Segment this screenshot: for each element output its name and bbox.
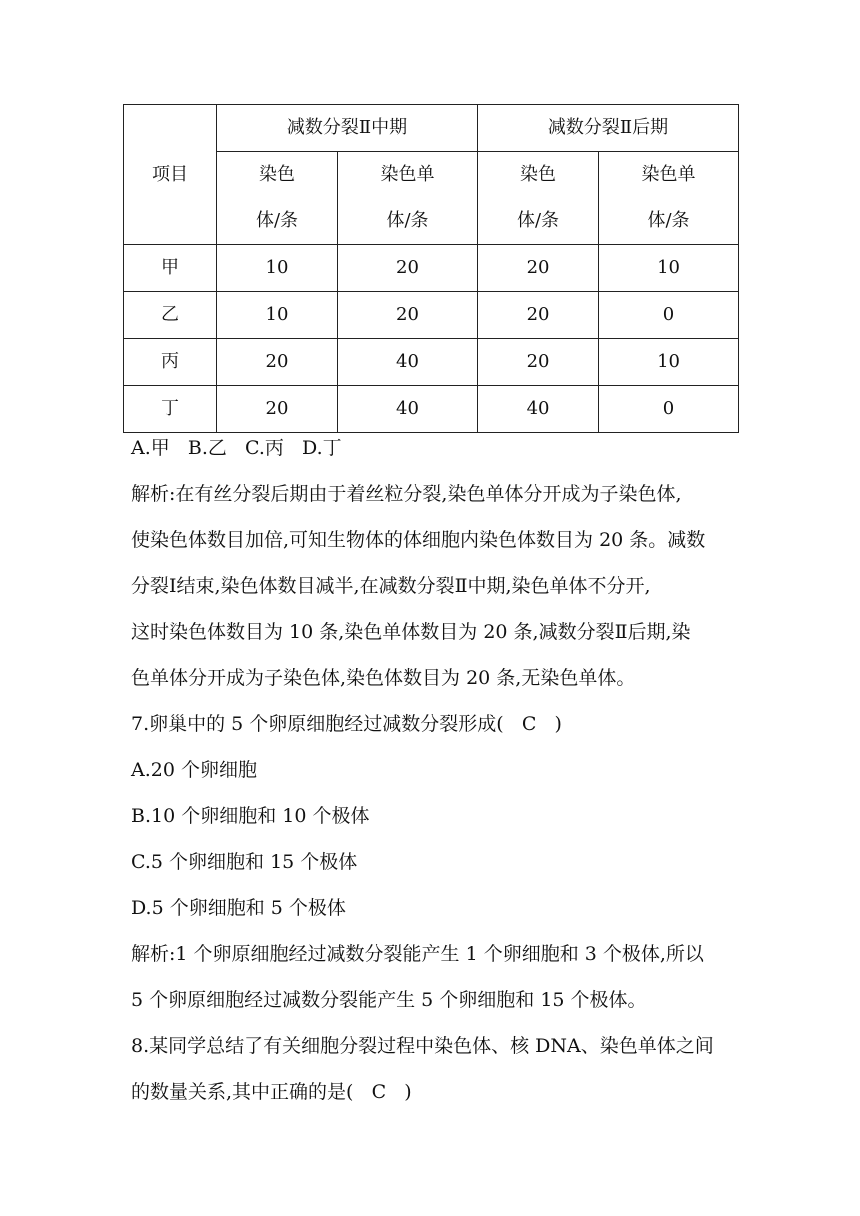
table-cell: 20 (478, 245, 599, 292)
table-cell: 20 (217, 339, 338, 386)
q7-option-c: C.5 个卵细胞和 15 个极体 (131, 851, 358, 873)
sub-chromatid-1a: 染色单 (338, 152, 478, 199)
data-table-container (123, 104, 738, 433)
table-cell: 0 (599, 386, 739, 433)
table-cell: 20 (478, 339, 599, 386)
sub-chromatid-2b: 体/条 (599, 198, 739, 245)
table-cell: 40 (478, 386, 599, 433)
question-content (131, 425, 741, 1115)
sub-chromosome-2a: 染色 (478, 152, 599, 199)
q7-option-d: D.5 个卵细胞和 5 个极体 (131, 897, 346, 919)
header-item-cell: 项目 (124, 105, 217, 245)
q7-analysis-line: 解析:1 个卵原细胞经过减数分裂能产生 1 个卵细胞和 3 个极体,所以 (131, 943, 704, 965)
q7-option-a: A.20 个卵细胞 (131, 759, 257, 781)
sub-chromosome-1a: 染色 (217, 152, 338, 199)
table-cell: 20 (478, 292, 599, 339)
row-label: 丁 (124, 386, 217, 433)
table-cell: 10 (217, 292, 338, 339)
header-metaphase-ii: 减数分裂Ⅱ中期 (217, 105, 478, 152)
table-cell: 10 (217, 245, 338, 292)
header-anaphase-ii: 减数分裂Ⅱ后期 (478, 105, 739, 152)
q6-analysis-line: 色单体分开成为子染色体,染色体数目为 20 条,无染色单体。 (131, 667, 636, 689)
q6-analysis-line: 使染色体数目加倍,可知生物体的体细胞内染色体数目为 20 条。减数 (131, 529, 706, 551)
table-cell: 0 (599, 292, 739, 339)
table-row (124, 292, 739, 339)
sub-chromatid-2a: 染色单 (599, 152, 739, 199)
row-label: 乙 (124, 292, 217, 339)
q6-analysis-line: 解析:在有丝分裂后期由于着丝粒分裂,染色单体分开成为子染色体, (131, 483, 682, 505)
table-cell: 20 (338, 292, 478, 339)
q6-analysis-line: 这时染色体数目为 10 条,染色单体数目为 20 条,减数分裂Ⅱ后期,染 (131, 621, 691, 643)
q7-stem: 7.卵巢中的 5 个卵原细胞经过减数分裂形成( C ) (131, 713, 562, 735)
table-cell: 10 (599, 245, 739, 292)
table-cell: 20 (217, 386, 338, 433)
sub-chromosome-2b: 体/条 (478, 198, 599, 245)
table-cell: 40 (338, 386, 478, 433)
row-label: 甲 (124, 245, 217, 292)
table-row (124, 339, 739, 386)
row-label: 丙 (124, 339, 217, 386)
q6-options: A.甲 B.乙 C.丙 D.丁 (131, 437, 342, 459)
q8-stem-line: 的数量关系,其中正确的是( C ) (131, 1081, 412, 1103)
table-cell: 40 (338, 339, 478, 386)
q8-stem-line: 8.某同学总结了有关细胞分裂过程中染色体、核 DNA、染色单体之间 (131, 1035, 714, 1057)
q6-analysis-line: 分裂Ⅰ结束,染色体数目减半,在减数分裂Ⅱ中期,染色单体不分开, (131, 575, 651, 597)
table-cell: 10 (599, 339, 739, 386)
table-row (124, 245, 739, 292)
chromosome-count-table (123, 104, 739, 433)
q7-analysis-line: 5 个卵原细胞经过减数分裂能产生 5 个卵细胞和 15 个极体。 (131, 989, 647, 1011)
q7-option-b: B.10 个卵细胞和 10 个极体 (131, 805, 370, 827)
table-cell: 20 (338, 245, 478, 292)
sub-chromatid-1b: 体/条 (338, 198, 478, 245)
sub-chromosome-1b: 体/条 (217, 198, 338, 245)
